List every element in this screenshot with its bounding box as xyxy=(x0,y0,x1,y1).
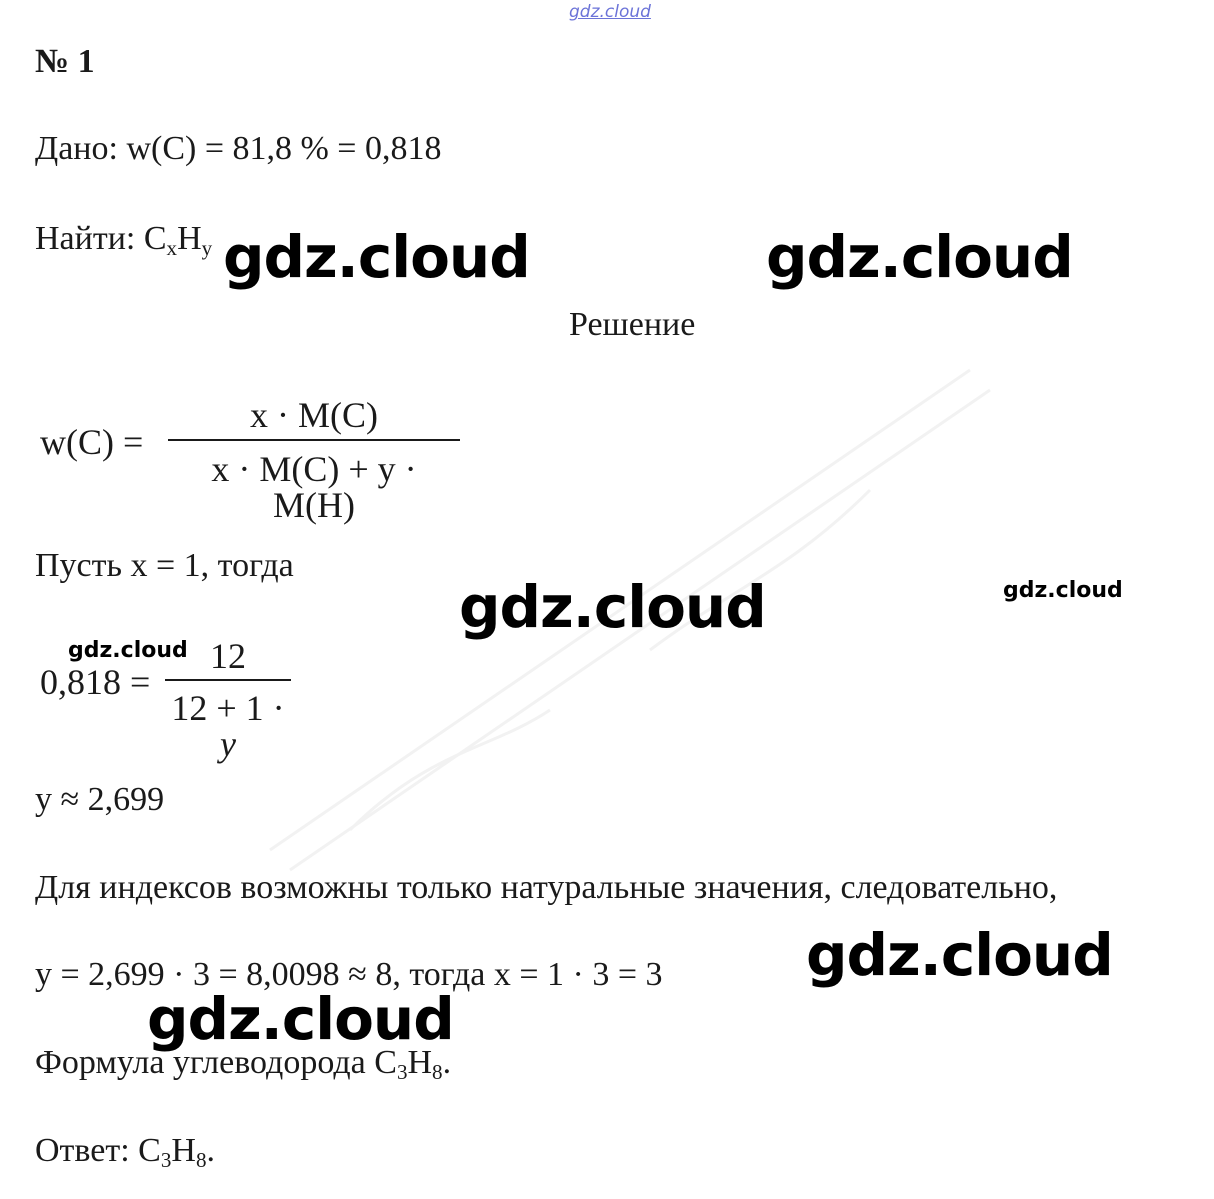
watermark-text: gdz.cloud xyxy=(806,921,1113,989)
watermark-text: gdz.cloud xyxy=(766,223,1073,291)
formula1-lhs: w(C) = xyxy=(40,422,144,462)
given-label: Дано: xyxy=(35,130,118,167)
answer-index-h: 8 xyxy=(195,1147,207,1172)
watermark-text: gdz.cloud xyxy=(223,223,530,291)
formula-result-symbol-h: H xyxy=(407,1044,433,1081)
answer-index-c: 3 xyxy=(160,1147,172,1172)
formula2-denominator xyxy=(165,681,291,762)
find-label: Найти: xyxy=(35,220,136,257)
y-approx-line: y ≈ 2,699 xyxy=(35,781,165,818)
formula2-denominator-part: 12 + 1 · xyxy=(171,688,285,728)
computation-line: y = 2,699 · 3 = 8,0098 ≈ 8, тогда x = 1 · 3 = 3 xyxy=(35,956,663,993)
answer-text: Ответ: C xyxy=(35,1132,161,1169)
symbol-h: H xyxy=(177,220,202,257)
watermark-text: gdz.cloud xyxy=(1003,578,1123,603)
answer-end: . xyxy=(206,1132,215,1169)
note-line: Для индексов возможны только натуральные значения, следовательно, xyxy=(35,869,1058,906)
source-link[interactable]: gdz.cloud xyxy=(569,2,651,22)
assumption-line: Пусть x = 1, тогда xyxy=(35,547,294,584)
formula-result-index-c: 3 xyxy=(396,1059,408,1084)
symbol-c: C xyxy=(143,220,167,257)
index-y: y xyxy=(201,235,213,260)
solution-heading: Решение xyxy=(569,306,696,343)
watermark-text: gdz.cloud xyxy=(459,573,766,641)
formula-result-end: . xyxy=(442,1044,452,1081)
formula-cxhy xyxy=(143,220,213,260)
find-line xyxy=(35,220,213,260)
task-number: № 1 xyxy=(35,43,95,80)
index-x: x xyxy=(166,235,178,260)
formula-result-text: Формула углеводорода C xyxy=(35,1044,397,1081)
formula-result-index-h: 8 xyxy=(432,1059,443,1084)
formula1-fraction xyxy=(168,397,460,523)
formula2-numerator: 12 xyxy=(210,636,246,676)
formula1-numerator: x · M(C) xyxy=(250,395,378,435)
formula2-lhs: 0,818 = xyxy=(40,662,151,702)
formula1-denominator: x · M(C) + y · M(H) xyxy=(211,449,417,525)
answer-symbol-h: H xyxy=(171,1132,196,1169)
formula2-variable-y: y xyxy=(220,724,236,764)
given-line xyxy=(35,132,442,166)
watermark-text: gdz.cloud xyxy=(68,638,188,663)
answer-line xyxy=(35,1132,215,1172)
given-expression: w(C) = 81,8 % = 0,818 xyxy=(126,130,442,167)
watermark-text: gdz.cloud xyxy=(147,985,454,1053)
